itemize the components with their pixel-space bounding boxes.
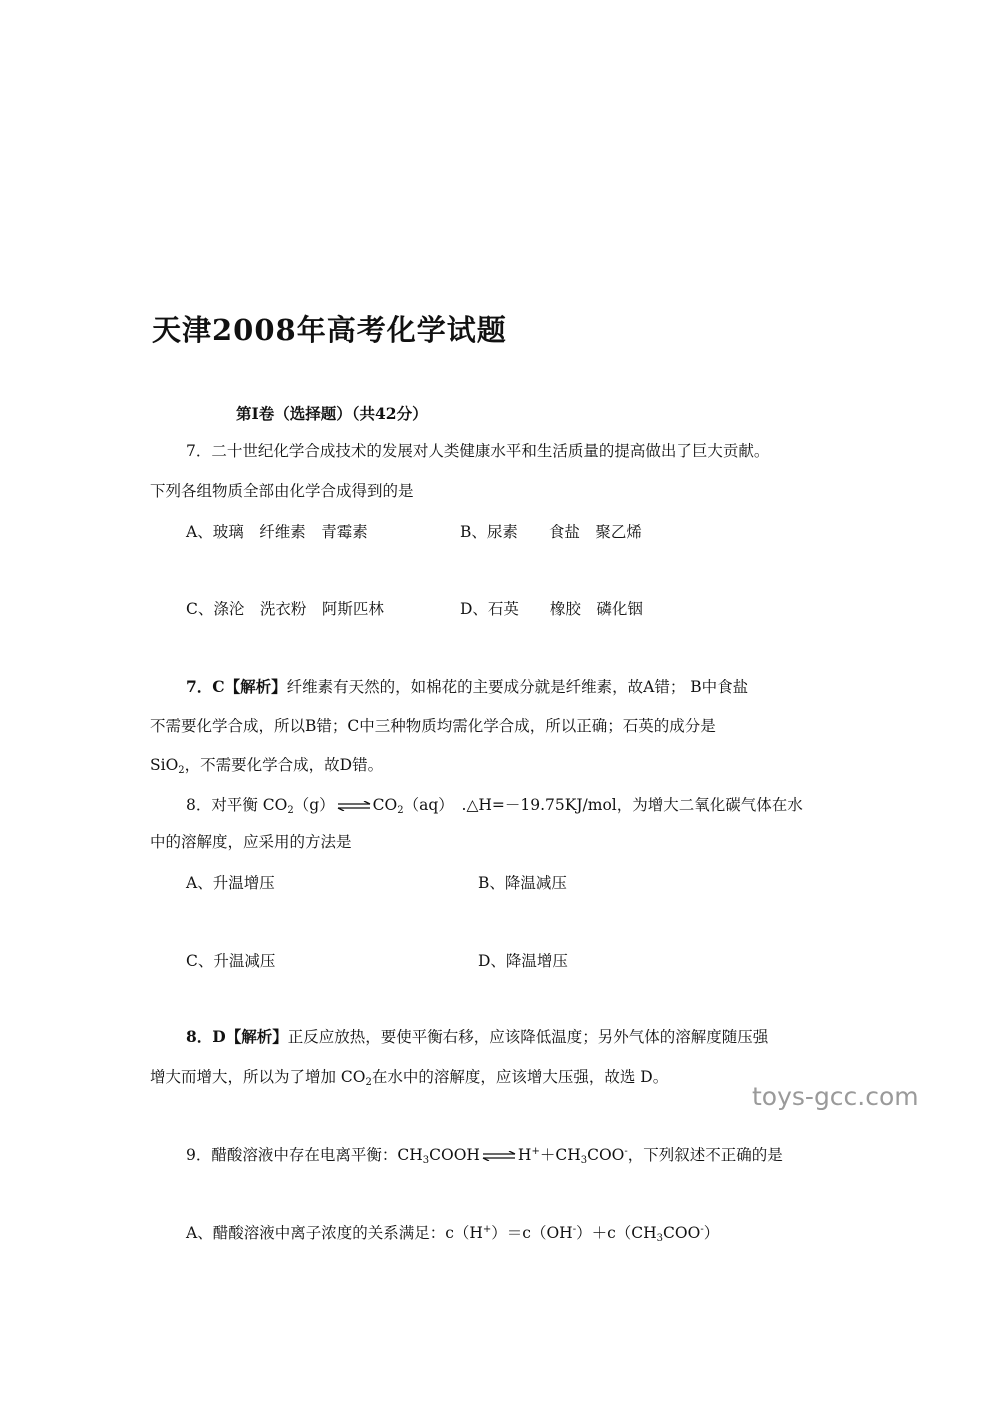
h-plus-sup: +	[482, 1224, 492, 1235]
q7-option-d: D、石英 橡胶 磷化铟	[460, 600, 643, 618]
q7-answer-text3: ，不需要化学合成，故D错。	[184, 756, 384, 774]
q9-opt-a-part3: ）＋c（CH	[576, 1224, 657, 1242]
q9-opt-a-part5: ）	[703, 1224, 720, 1242]
q9-stem-a: 9．醋酸溶液中存在电离平衡：CH	[186, 1146, 423, 1164]
q9-opt-a-part1: A、醋酸溶液中离子浓度的关系满足：c（H	[186, 1224, 483, 1242]
co2-subscript-3: 2	[365, 1077, 372, 1088]
q7-option-b: B、尿素 食盐 聚乙烯	[460, 523, 642, 541]
q7-option-c: C、涤沦 洗衣粉 阿斯匹林	[186, 600, 384, 618]
q7-option-a: A、玻璃 纤维素 青霉素	[186, 523, 368, 541]
ch3-subscript: 3	[422, 1155, 430, 1166]
q9-stem-c: H	[517, 1146, 532, 1164]
q8-number: 8．对平衡 CO	[186, 796, 288, 814]
watermark: toys-gcc.com	[752, 1082, 919, 1111]
q8-answer-text1: 正反应放热，要使平衡右移，应该降低温度；另外气体的溶解度随压强	[287, 1028, 769, 1046]
q8-option-c: C、升温减压	[186, 952, 276, 970]
q9-stem-d: ＋CH	[539, 1146, 581, 1164]
coo-minus-superscript: -	[624, 1146, 628, 1157]
q8-stem-line1	[186, 794, 803, 816]
oh-minus-sup: -	[572, 1224, 577, 1235]
q7-answer-line1	[186, 676, 748, 698]
q7-answer-line2: 不需要化学合成，所以B错；C中三种物质均需化学合成，所以正确；石英的成分是	[150, 717, 716, 735]
h-plus-superscript: +	[531, 1146, 540, 1157]
q7-answer-number: 7．C	[186, 677, 225, 696]
equilibrium-arrow-icon	[482, 1151, 516, 1161]
equilibrium-arrow-icon	[337, 801, 371, 811]
q8-answer-text2a: 增大而增大，所以为了增加 CO	[150, 1068, 366, 1086]
coo-minus-sup: -	[700, 1224, 704, 1235]
q8-answer-text2b: 在水中的溶解度，应该增大压强，故选 D。	[371, 1068, 669, 1086]
q8-option-b: B、降温减压	[478, 874, 567, 892]
q9-option-a	[186, 1222, 719, 1244]
q9-stem-b: COOH	[429, 1146, 480, 1164]
q8-stem-line2: 中的溶解度，应采用的方法是	[150, 833, 352, 851]
q7-stem-line2: 下列各组物质全部由化学合成得到的是	[150, 482, 414, 500]
ch3-sub: 3	[656, 1233, 664, 1244]
section-header: 第I卷（选择题）（共42分）	[236, 404, 428, 423]
co2-subscript: 2	[287, 805, 294, 816]
q8-answer-number: 8．D	[186, 1027, 226, 1046]
q8-answer-line2	[150, 1066, 668, 1088]
q7-stem-line1: 7．二十世纪化学合成技术的发展对人类健康水平和生活质量的提高做出了巨大贡献。	[186, 442, 770, 460]
co2-subscript-2: 2	[397, 805, 404, 816]
q8-gas-state: （g）	[293, 796, 335, 814]
q9-opt-a-part4: COO	[663, 1224, 701, 1242]
co2-formula: CO	[372, 796, 398, 814]
sio2-formula: SiO	[150, 756, 179, 774]
q8-aq-state: （aq） .△H=－19.75KJ/mol，为增大二氧化碳气体在水	[403, 796, 803, 814]
page-title: 天津2008年高考化学试题	[152, 313, 507, 347]
q9-opt-a-part2: ）＝c（OH	[491, 1224, 573, 1242]
q9-stem	[186, 1144, 783, 1166]
sio2-subscript: 2	[178, 765, 185, 776]
q8-answer-line1	[186, 1026, 768, 1048]
q9-stem-e: COO	[587, 1146, 625, 1164]
q8-option-d: D、降温增压	[478, 952, 568, 970]
q9-stem-f: ，下列叙述不正确的是	[627, 1146, 783, 1164]
ch3-subscript-2: 3	[580, 1155, 588, 1166]
q8-option-a: A、升温增压	[186, 874, 275, 892]
q7-answer-line3	[150, 754, 383, 776]
q7-answer-text1: 纤维素有天然的，如棉花的主要成分就是纤维素，故A错； B中食盐	[286, 678, 749, 696]
q8-answer-tag: 【解析】	[225, 1027, 288, 1046]
q7-answer-tag: 【解析】	[224, 677, 287, 696]
